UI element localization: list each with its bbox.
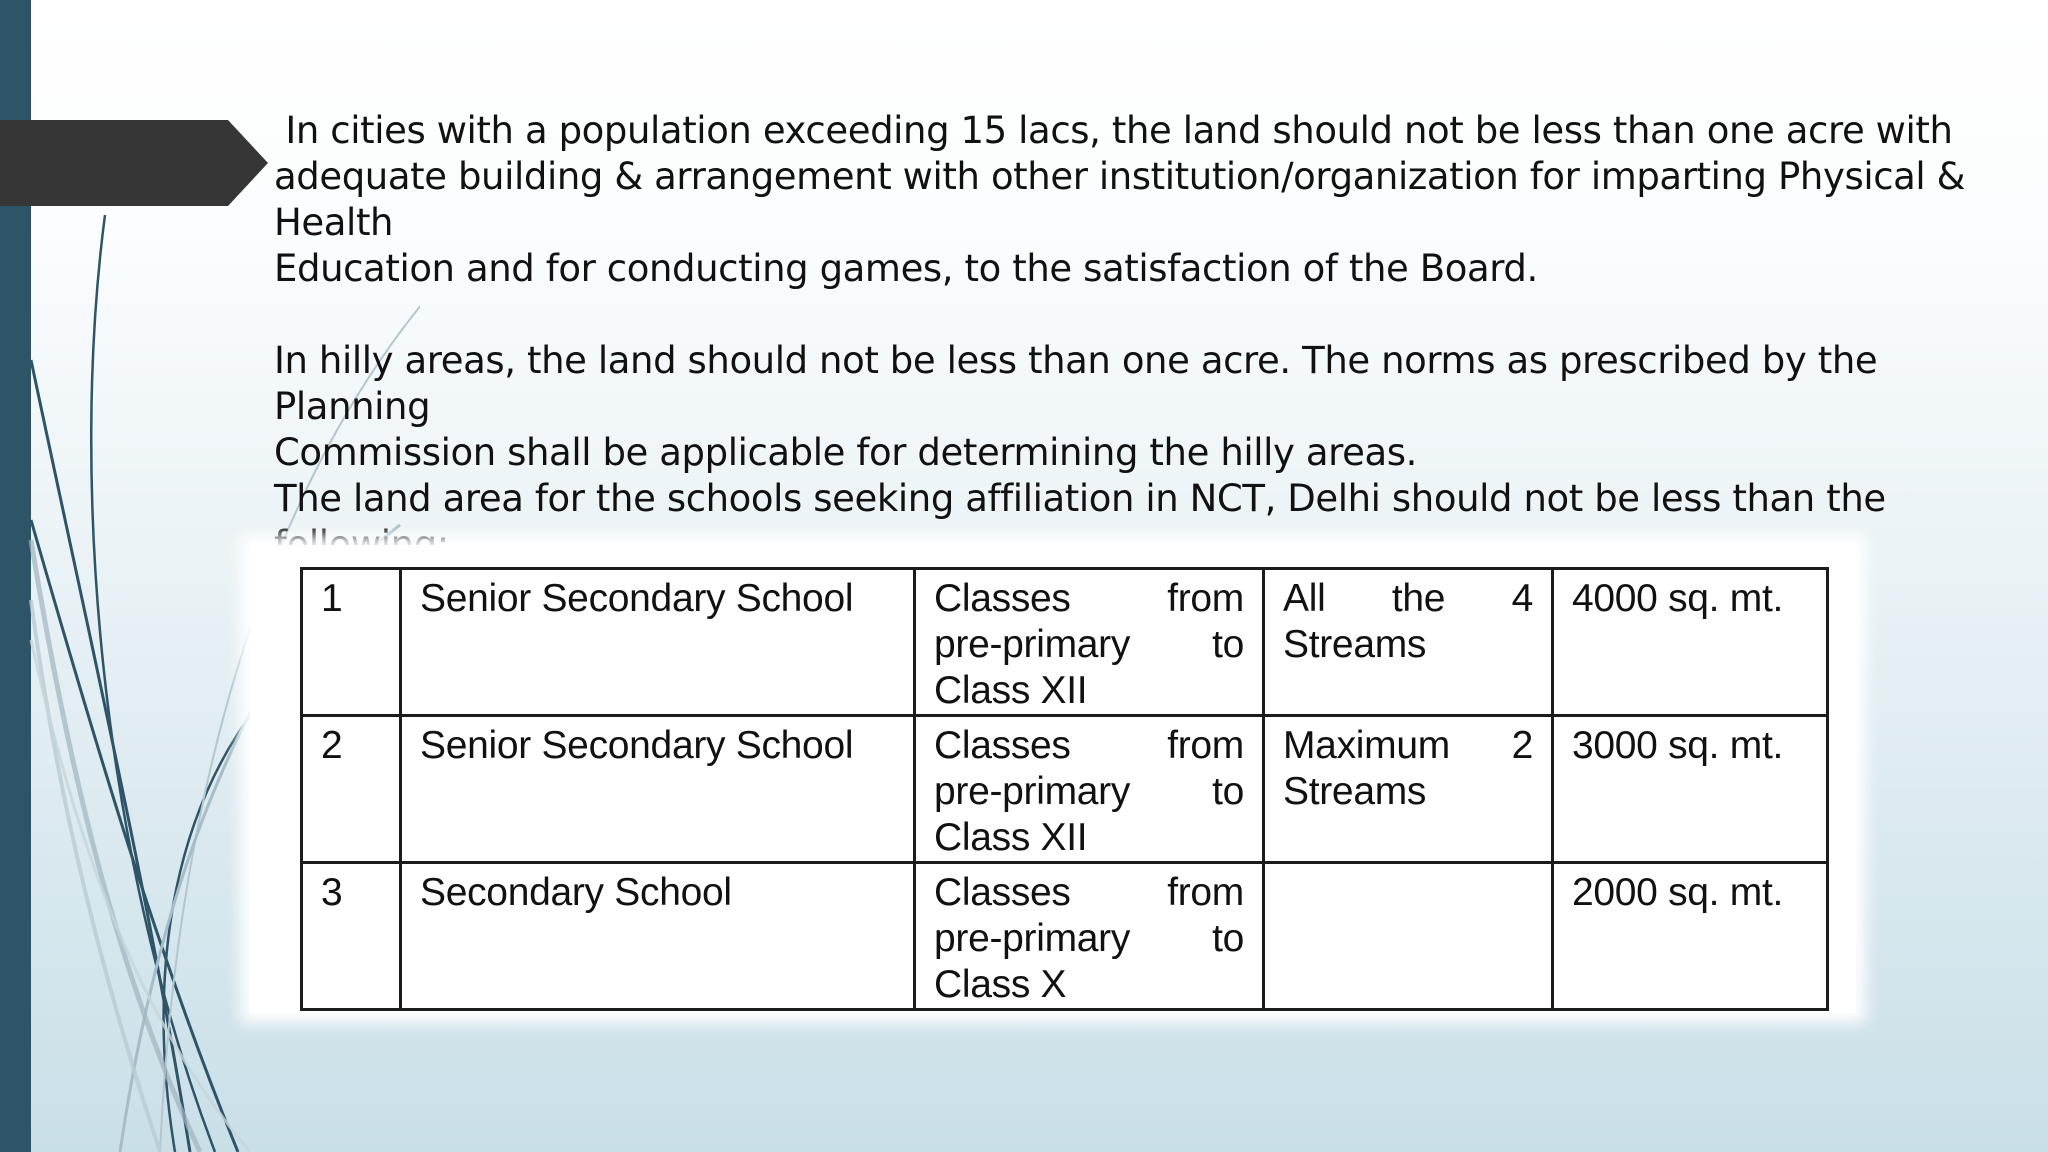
class-range: Classes from pre-primary to Class XII	[915, 569, 1264, 716]
paragraph-delhi: The land area for the schools seeking affiliation in NCT, Delhi should not be less than the	[274, 477, 1886, 520]
school-type: Senior Secondary School	[401, 569, 915, 716]
land-area-table	[300, 567, 1829, 1011]
arrow-tab-icon	[0, 120, 270, 206]
paragraph-spacer	[274, 292, 2014, 338]
school-type: Senior Secondary School	[401, 716, 915, 863]
paragraph-cities-line-3: Education and for conducting games, to the satisfaction of the Board.	[274, 247, 1538, 290]
streams: Maximum 2 Streams	[1264, 716, 1553, 863]
body-text	[274, 108, 2014, 568]
land-area: 2000 sq. mt.	[1553, 863, 1828, 1010]
paragraph-hilly-line-1: In hilly areas, the land should not be less than one acre. The norms as prescribed by the Planning	[274, 339, 1878, 428]
row-number: 1	[302, 569, 401, 716]
land-area: 3000 sq. mt.	[1553, 716, 1828, 863]
streams	[1264, 863, 1553, 1010]
paragraph-cities-line-2: adequate building & arrangement with other institution/organization for imparting Physical & Health	[274, 155, 1966, 244]
row-number: 3	[302, 863, 401, 1010]
paragraph-cities-line-1: In cities with a population exceeding 15 lacs, the land should not be less than one acre with	[274, 109, 1953, 152]
table-row	[302, 569, 1828, 716]
class-range: Classes from pre-primary to Class XII	[915, 716, 1264, 863]
class-range: Classes from pre-primary to Class X	[915, 863, 1264, 1010]
table-row	[302, 716, 1828, 863]
table-row	[302, 863, 1828, 1010]
table-panel	[250, 545, 1856, 1013]
school-type: Secondary School	[401, 863, 915, 1010]
paragraph-hilly-line-2: Commission shall be applicable for determining the hilly areas.	[274, 431, 1418, 474]
land-area: 4000 sq. mt.	[1553, 569, 1828, 716]
streams: All the 4 Streams	[1264, 569, 1553, 716]
row-number: 2	[302, 716, 401, 863]
